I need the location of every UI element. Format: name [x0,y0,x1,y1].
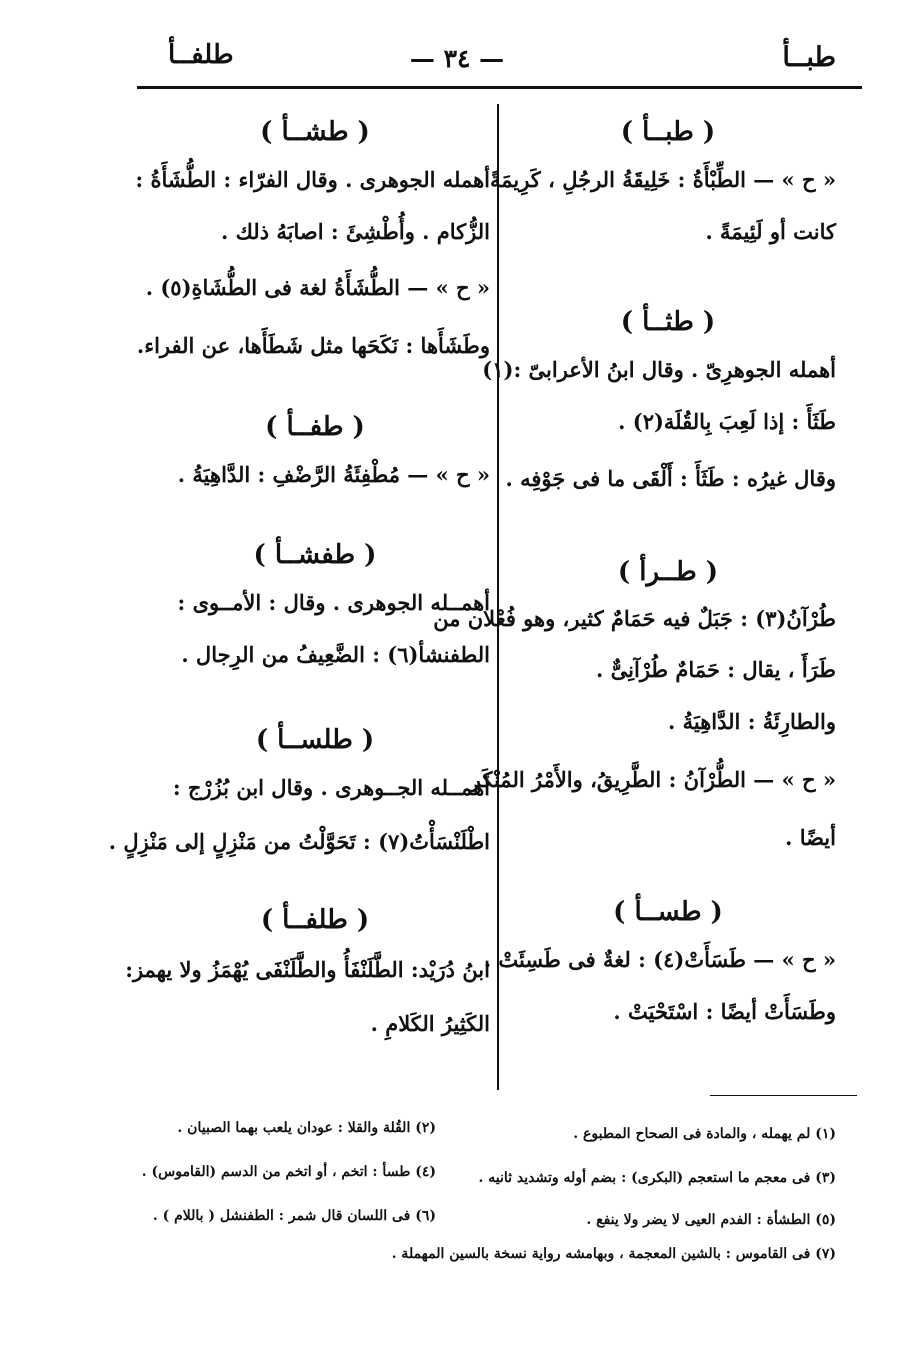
entry [483,890,836,1060]
entry-line: أهمــله الجــوهرى . وقال ابن بُزُرْج : [172,775,490,800]
entry-line: طَرَأَ ، يقال : حَمَامٌ طُرْآنِىٌّ . [596,657,836,682]
entry-line: أيضًا . [785,825,836,850]
entry-line: « ح » — الطُّشَأَةُ لغة فى الطُّشَاةِ(٥) . [145,275,490,300]
footnote-3: (٣) فى معجم ما استعجم (البكرى) : بضم أوله وتشديد ثانيه . [478,1170,836,1186]
entry [489,110,836,300]
entry-body [483,934,836,1038]
entry-heading: ( طثــأ ) [620,307,716,337]
entry-heading: ( طلفــأ ) [260,905,370,935]
entry-line: والطارِئَةُ : الدَّاهِيَةُ . [668,709,836,734]
entry-heading: ( طســأ ) [613,897,723,927]
entry-heading: ( طفــأ ) [265,412,365,442]
entry-line: الطفنشأ(٦) : الضَّعِيفُ من الرِجال . [181,642,490,667]
left-column [108,110,490,1068]
entry-body [108,762,490,870]
footnote-rule [710,1095,857,1096]
entry-heading: ( طــرأ ) [617,557,719,587]
entry-line: « ح » — الطِّبْأَةُ : خَلِيقَةُ الرجُلِ ، كَرِيمَةً [489,167,836,192]
entry-body [482,344,836,510]
entry-line: الكَثِيرُ الكَلامِ . [370,1011,490,1036]
header-rule [137,86,862,89]
entry-body [489,154,836,258]
column-divider [497,104,499,1090]
right-column [433,110,836,1060]
entry [433,550,836,890]
entry-line: الزُّكام . وأُطْشِئَ : اصابَهُ ذلك . [220,219,490,244]
entry-body [125,942,490,1050]
entry-line: طُرْآنُ(٣) : جَبَلٌ فيه حَمَامٌ كثير، وهو فُعْلان من [433,606,836,631]
entry-line: « ح » — طَسَأَتْ(٤) : لغةٌ فى طَسِئَتْ . [483,947,836,972]
running-header-right: طبــأ [782,42,836,73]
entry [125,898,490,1068]
entry-line: أهمله الجوهرِىّ . وقال ابنُ الأعرابىّ :(١) [482,357,836,382]
entry-line: أهمله الجوهرى . وقال الفرّاء : الطُّشَأَةُ : [135,167,490,192]
footnote-5: (٥) الطشأة : الفدم العيى لا يضر ولا ينفع . [586,1212,836,1228]
entry-line: « ح » — الطُّرْآنُ : الطَّرِيقُ، والأَمْرُ المُنْكَر [470,767,836,792]
entry-body [140,577,490,681]
entry-heading: ( طشــأ ) [260,117,370,147]
entry-line: أهمــله الجوهرى . وقال : الأمــوى : [177,590,490,615]
page-number: — ٣٤ — [409,44,505,73]
entry-heading: ( طلســأ ) [255,725,375,755]
entry-line: اطْلَنْسَأْتُ(٧) : تَحَوَّلْتُ من مَنْزِلٍ إلى مَنْزِلٍ . [108,829,490,854]
entry-line: وقال غيرُه : طَثَأَ : أَلْقَى ما فى جَوْفِه . [505,466,836,491]
footnote-2: (٢) القُلة والقلا : عودان يلعب بهما الصبيان . [177,1120,436,1136]
entry-line: وطَسَأَتْ أيضًا : اسْتَحْيَتْ . [613,999,836,1024]
entry-line: وطَشَأَها : نَكَحَها مثل شَطَأَها، عن الفراء. [136,333,490,358]
entry [108,718,490,898]
entry-line: كانت أو لَئِيمَةً . [705,219,836,244]
entry-heading: ( طفشــأ ) [253,540,377,570]
footnote-1: (١) لم يهمله ، والمادة فى الصحاح المطبوع . [573,1126,836,1142]
entry-body [433,594,836,864]
footnote-7: (٧) فى القاموس : بالشين المعجمة ، وبهامشه رواية نسخة بالسين المهملة . [391,1246,836,1262]
running-header-left: طلفــأ [168,40,234,70]
entry-body [135,154,490,374]
footnote-6: (٦) فى اللسان قال شمر : الطفنشل ( باللام ) . [152,1208,436,1224]
entry [482,300,836,550]
entry-line: ابنُ دُرَيْد: الطَّلَنْفَأُ والطَّلَنْفَى يُهْمَزُ ولا يهمز: [125,957,490,982]
footnote-4: (٤) طسأ : اتخم ، أو اتخم من الدسم (القاموس) . [141,1164,436,1180]
entry-heading: ( طبــأ ) [620,117,716,147]
entry-body [140,449,490,501]
entry [140,533,490,718]
entry-line: طَثَأَ : إذا لَعِبَ بِالقُلَة(٢) . [618,409,836,434]
entry [135,110,490,405]
entry-line: « ح » — مُطْفِئَةُ الرَّضْفِ : الدَّاهِيَةُ . [177,462,490,487]
entry [140,405,490,533]
